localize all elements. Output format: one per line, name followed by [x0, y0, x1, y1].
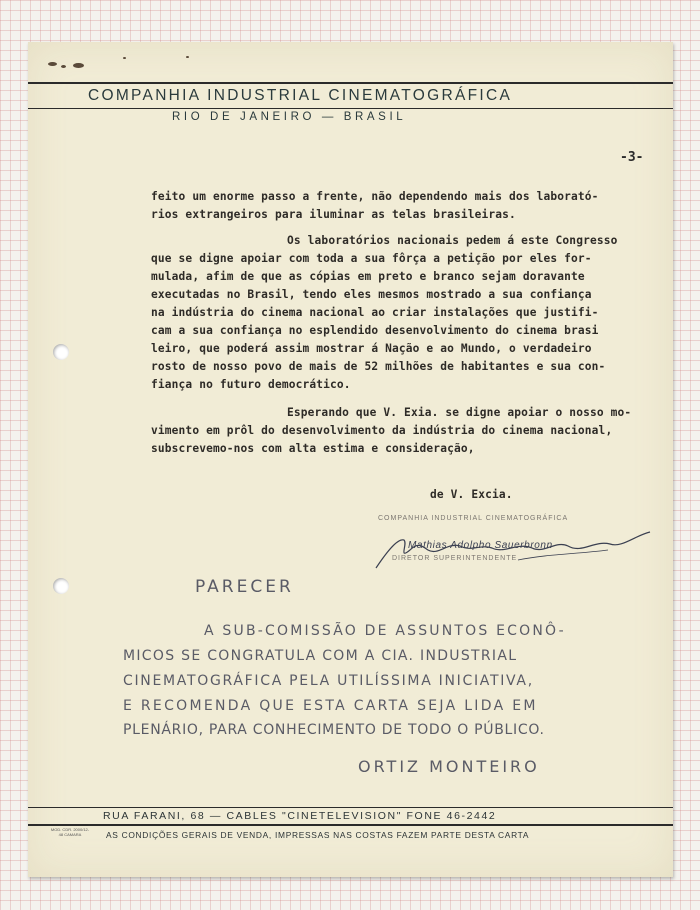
body-line: que se digne apoiar com toda a sua fôrça a petição por eles for-	[151, 252, 592, 265]
body-line: rios extrangeiros para iluminar as telas brasileiras.	[151, 208, 516, 221]
punch-hole	[53, 578, 69, 594]
body-line: rosto de nosso povo de mais de 52 milhões de habitantes e sua con-	[151, 360, 606, 373]
handwritten-line: A SUB-COMISSÃO DE ASSUNTOS ECONÔ-	[204, 623, 566, 639]
handwritten-line: E RECOMENDA QUE ESTA CARTA SEJA LIDA EM	[123, 698, 538, 714]
letter-page	[28, 42, 673, 877]
body-line: feito um enorme passo a frente, não dependendo mais dos laborató-	[151, 190, 599, 203]
footer-bottom-rule	[28, 824, 673, 826]
company-name: COMPANHIA INDUSTRIAL CINEMATOGRÁFICA	[88, 87, 513, 104]
body-line: executadas no Brasil, tendo eles mesmos mostrado a sua confiança	[151, 288, 592, 301]
letterhead-bottom-rule	[28, 108, 673, 109]
body-line: leiro, que poderá assim mostrar á Nação e ao Mundo, o verdadeiro	[151, 342, 592, 355]
paper-stain	[123, 57, 126, 59]
signer-name: Mathias Adolpho Sauerbronn	[408, 540, 553, 551]
body-line: cam a sua confiança no esplendido desenvolvimento do cinema brasi	[151, 324, 599, 337]
footer-address: RUA FARANI, 68 — CABLES "CINETELEVISION" FONE 46-2442	[103, 810, 497, 822]
handwritten-line: PLENÁRIO, PARA CONHECIMENTO DE TODO O PÚBLICO.	[123, 722, 545, 738]
body-line: fiança no futuro democrático.	[151, 378, 351, 391]
stamp-title: DIRETOR SUPERINTENDENTE	[392, 555, 518, 562]
stamp-company: COMPANHIA INDUSTRIAL CINEMATOGRÁFICA	[378, 515, 569, 522]
letterhead-top-rule	[28, 82, 673, 84]
page-number: -3-	[620, 150, 644, 165]
handwritten-line: CINEMATOGRÁFICA PELA UTILÍSSIMA INICIATIVA,	[123, 673, 534, 689]
handwritten-line: MICOS SE CONGRATULA COM A CIA. INDUSTRIAL	[123, 648, 518, 664]
paper-stain	[186, 56, 189, 58]
body-line: subscrevemo-nos com alta estima e consideração,	[151, 442, 475, 455]
printer-mark: MOD. CDR. 2000/12-48 CAMARA	[50, 827, 90, 837]
body-line: vimento em prôl do desenvolvimento da indústria do cinema nacional,	[151, 424, 613, 437]
body-line: mulada, afim de que as cópias em preto e branco sejam doravante	[151, 270, 585, 283]
body-line: na indústria do cinema nacional ao criar instalações que justifi-	[151, 306, 599, 319]
body-line: Esperando que V. Exia. se digne apoiar o nosso mo-	[287, 406, 632, 419]
paper-stain	[48, 62, 57, 66]
handwritten-heading: PARECER	[195, 577, 294, 597]
body-line: Os laboratórios nacionais pedem á este Congresso	[287, 234, 618, 247]
company-city: RIO DE JANEIRO — BRASIL	[172, 111, 407, 123]
paper-stain	[61, 65, 66, 68]
footer-top-rule	[28, 807, 673, 808]
closing-salutation: de V. Excia.	[430, 488, 513, 501]
paper-stain	[73, 63, 84, 68]
punch-hole	[53, 344, 69, 360]
handwritten-signature: ORTIZ MONTEIRO	[358, 757, 540, 776]
footer-conditions: AS CONDIÇÕES GERAIS DE VENDA, IMPRESSAS NAS COSTAS FAZEM PARTE DESTA CARTA	[106, 830, 530, 840]
